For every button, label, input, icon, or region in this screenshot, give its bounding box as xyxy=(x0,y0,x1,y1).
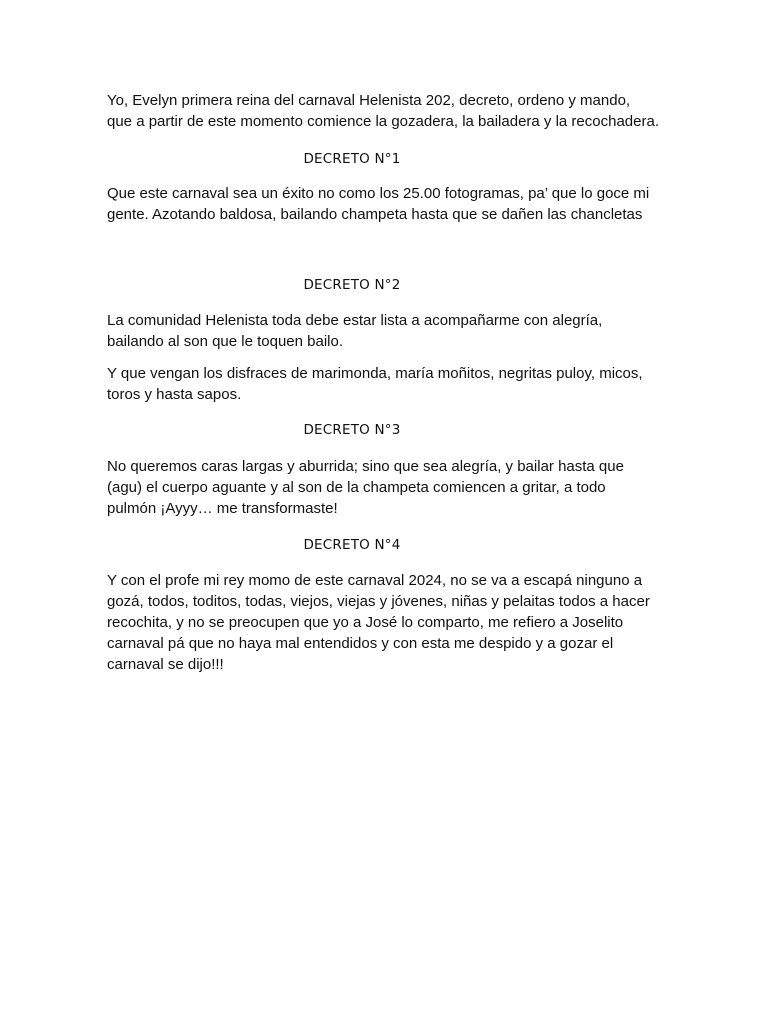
decree-2-paragraph-2 xyxy=(107,363,667,405)
text-line: bailando al son que le toquen bailo. xyxy=(107,333,344,350)
text-line: gozá, todos, toditos, todas, viejos, viejas y jóvenes, niñas y pelaitas todos a hacer xyxy=(107,593,650,610)
decree-4-paragraph xyxy=(107,570,667,675)
text-line: que a partir de este momento comience la gozadera, la bailadera y la recochadera. xyxy=(107,113,659,130)
text-line: carnaval se dijo!!! xyxy=(107,656,224,673)
decree-4-heading: DECRETO N°4 xyxy=(303,537,401,553)
text-line: carnaval pá que no haya mal entendidos y con esta me despido y a gozar el xyxy=(107,635,614,652)
text-line: recochita, y no se preocupen que yo a José lo comparto, me refiero a Joselito xyxy=(107,614,624,631)
text-line: Que este carnaval sea un éxito no como los 25.00 fotogramas, pa’ que lo goce mi xyxy=(107,185,650,202)
text-line: Y con el profe mi rey momo de este carnaval 2024, no se va a escapá ninguno a xyxy=(107,572,643,589)
decree-2-heading: DECRETO N°2 xyxy=(303,277,401,293)
text-line: Y que vengan los disfraces de marimonda, maría moñitos, negritas puloy, micos, xyxy=(107,365,643,382)
text-line: (agu) el cuerpo aguante y al son de la champeta comiencen a gritar, a todo xyxy=(107,479,606,496)
intro-paragraph xyxy=(107,90,667,132)
text-line: gente. Azotando baldosa, bailando champeta hasta que se dañen las chancletas xyxy=(107,206,643,223)
text-line: pulmón ¡Ayyy… me transformaste! xyxy=(107,500,338,517)
decree-3-heading: DECRETO N°3 xyxy=(303,422,401,438)
text-line: Yo, Evelyn primera reina del carnaval Helenista 202, decreto, ordeno y mando, xyxy=(107,92,631,109)
decree-2-paragraph-1 xyxy=(107,310,667,352)
decree-1-heading: DECRETO N°1 xyxy=(303,151,401,167)
text-line: toros y hasta sapos. xyxy=(107,386,242,403)
decree-3-paragraph xyxy=(107,456,667,519)
text-line: No queremos caras largas y aburrida; sino que sea alegría, y bailar hasta que xyxy=(107,458,624,475)
decree-1-paragraph xyxy=(107,183,667,225)
text-line: La comunidad Helenista toda debe estar lista a acompañarme con alegría, xyxy=(107,312,603,329)
document-body xyxy=(107,90,667,675)
